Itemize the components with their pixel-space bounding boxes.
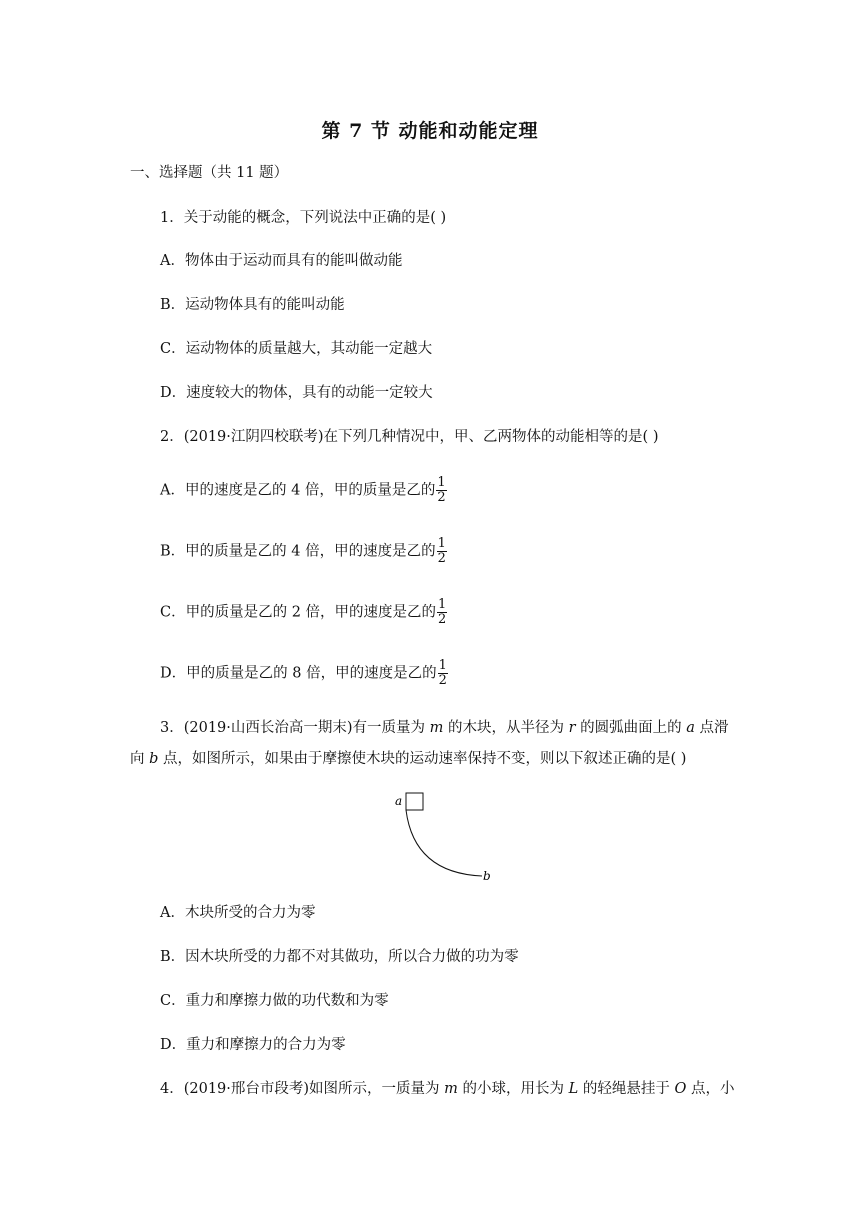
section-heading: 一、选择题（共 11 题）	[130, 165, 289, 181]
question-2-option-c	[160, 598, 447, 627]
question-1-stem: 1．关于动能的概念，下列说法中正确的是( )	[160, 210, 447, 226]
question-3-option-d: D．重力和摩擦力的合力为零	[160, 1037, 346, 1053]
option-text: D．甲的质量是乙的 8 倍，甲的速度是乙的	[160, 665, 437, 682]
question-3-stem-line-1: 3．(2019·山西长治高一期末)有一质量为 m 的木块，从半径为 r 的圆弧曲面上的 a 点滑	[160, 720, 729, 736]
question-4-stem-line-1: 4．(2019·邢台市段考)如图所示，一质量为 m 的小球，用长为 L 的轻绳悬挂于 O 点，小	[160, 1081, 735, 1097]
question-2-option-d	[160, 659, 448, 688]
question-3-stem-line-2: 向 b 点，如图所示，如果由于摩擦使木块的运动速率保持不变，则以下叙述正确的是( )	[130, 751, 687, 767]
option-text: B．甲的质量是乙的 4 倍，甲的速度是乙的	[160, 543, 436, 560]
question-3-option-c: C．重力和摩擦力做的功代数和为零	[160, 993, 389, 1009]
question-1-option-b: B．运动物体具有的能叫动能	[160, 297, 345, 313]
question-1-option-c: C．运动物体的质量越大，其动能一定越大	[160, 341, 433, 357]
question-3-option-a: A．木块所受的合力为零	[160, 905, 316, 921]
question-2-option-a	[160, 476, 447, 505]
question-2-stem: 2．(2019·江阴四校联考)在下列几种情况中，甲、乙两物体的动能相等的是( )	[160, 429, 659, 445]
label-b: b	[483, 869, 491, 883]
option-text: A．甲的速度是乙的 4 倍，甲的质量是乙的	[160, 482, 436, 499]
fraction: $\frac{1}{2}$	[437, 536, 446, 566]
question-1-option-d: D．速度较大的物体，具有的动能一定较大	[160, 385, 433, 401]
fraction: $\frac{1}{2}$	[438, 597, 447, 627]
page-title: 第 7 节 动能和动能定理	[321, 120, 539, 142]
block	[406, 793, 423, 810]
question-2-option-b	[160, 537, 447, 566]
arc-figure	[390, 785, 500, 885]
question-1-option-a: A．物体由于运动而具有的能叫做动能	[160, 253, 403, 269]
fraction: $\frac{1}{2}$	[438, 658, 447, 688]
fraction: $\frac{1}{2}$	[437, 475, 446, 505]
arc-curve	[406, 810, 482, 876]
question-3-option-b: B．因木块所受的力都不对其做功，所以合力做的功为零	[160, 949, 519, 965]
option-text: C．甲的质量是乙的 2 倍，甲的速度是乙的	[160, 604, 437, 621]
label-a: a	[395, 794, 403, 808]
